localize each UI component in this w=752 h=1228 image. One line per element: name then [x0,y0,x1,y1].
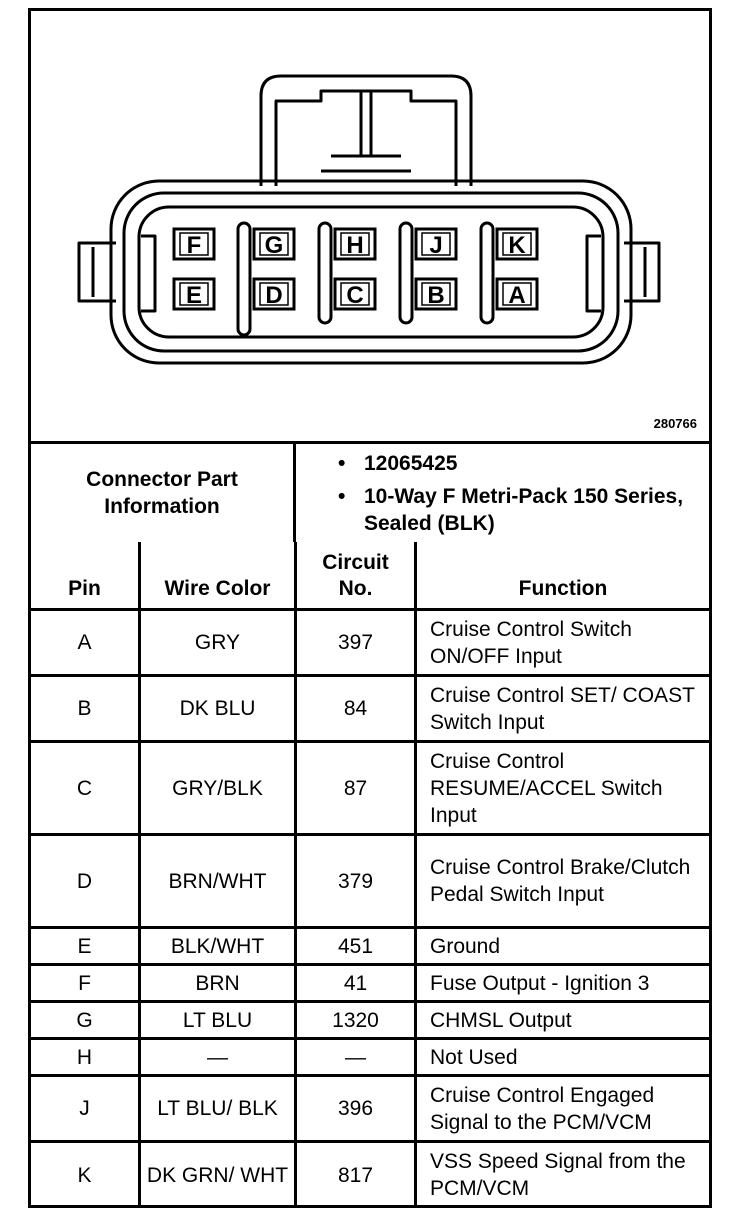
pin-cell: F [31,965,140,1002]
wire-color-cell: LT BLU [140,1002,296,1039]
cavity-e [174,279,214,309]
cavity-d [254,279,294,309]
circuit-cell: 451 [296,928,416,965]
part-info-label: Connector Part Information [31,443,295,543]
pinout-header-row [31,542,709,610]
pin-cell: G [31,1002,140,1039]
function-cell: Not Used [416,1039,710,1076]
wire-color-cell: — [140,1039,296,1076]
function-cell: CHMSL Output [416,1002,710,1039]
cavity-label: C [346,282,364,309]
cavity-label: F [186,232,202,259]
pinout-table [31,542,709,1208]
circuit-cell: 84 [296,676,416,742]
table-row [31,1142,709,1208]
wire-color-cell: BLK/WHT [140,928,296,965]
circuit-cell: 41 [296,965,416,1002]
pin-cell: H [31,1039,140,1076]
table-row [31,1002,709,1039]
circuit-cell: — [296,1039,416,1076]
circuit-cell: 87 [296,742,416,835]
cavity-a [497,279,537,309]
circuit-cell: 817 [296,1142,416,1208]
pin-cell: D [31,835,140,928]
table-row [31,676,709,742]
connector-part-info [31,441,709,542]
wire-color-cell: GRY [140,610,296,676]
function-cell: Ground [416,928,710,965]
header-function: Function [416,542,710,610]
cavity-g [254,229,294,259]
cavity-label: B [427,282,445,309]
part-description-text: • 10-Way F Metri-Pack 150 Series, Sealed (BLK) [364,484,684,535]
table-row [31,742,709,835]
figure-number: 280766 [653,416,697,431]
circuit-cell: 397 [296,610,416,676]
cavity-label: J [429,232,443,259]
table-row [31,610,709,676]
table-row [31,928,709,965]
connector-face-drawing [31,11,709,441]
part-description [336,483,709,537]
part-number: • 12065425 [336,450,709,477]
pin-cell: C [31,742,140,835]
part-info-list [295,443,710,543]
function-cell: Cruise Control Engaged Signal to the PCM/VCM [416,1076,710,1142]
cavity-h [335,229,375,259]
function-cell: Cruise Control RESUME/ACCEL Switch Input [416,742,710,835]
table-row [31,965,709,1002]
cavity-label: D [265,282,283,309]
wire-color-cell: GRY/BLK [140,742,296,835]
cavity-label: A [508,282,526,309]
cavity-f [174,229,214,259]
pin-cell: K [31,1142,140,1208]
function-cell: VSS Speed Signal from the PCM/VCM [416,1142,710,1208]
cavity-label: G [264,232,284,259]
wire-color-cell: DK BLU [140,676,296,742]
pin-cell: E [31,928,140,965]
pin-cell: B [31,676,140,742]
connector-sheet [28,8,712,1208]
cavity-label: H [346,232,364,259]
table-row [31,1039,709,1076]
table-row [31,1076,709,1142]
function-cell: Fuse Output - Ignition 3 [416,965,710,1002]
cavity-label: K [508,232,526,259]
cavity-k [497,229,537,259]
function-cell: Cruise Control Brake/Clutch Pedal Switch Input [416,835,710,928]
circuit-cell: 379 [296,835,416,928]
cavity-label: E [185,282,203,309]
wire-color-cell: LT BLU/ BLK [140,1076,296,1142]
circuit-cell: 1320 [296,1002,416,1039]
wire-color-cell: DK GRN/ WHT [140,1142,296,1208]
function-cell: Cruise Control Switch ON/OFF Input [416,610,710,676]
wire-color-cell: BRN/WHT [140,835,296,928]
pin-cell: J [31,1076,140,1142]
pin-cell: A [31,610,140,676]
header-pin: Pin [31,542,140,610]
header-wire-color: Wire Color [140,542,296,610]
connector-diagram [31,11,709,441]
cavity-j [416,229,456,259]
table-row [31,835,709,928]
cavity-c [335,279,375,309]
wire-color-cell: BRN [140,965,296,1002]
cavity-b [416,279,456,309]
circuit-cell: 396 [296,1076,416,1142]
header-circuit-no: Circuit No. [296,542,416,610]
function-cell: Cruise Control SET/ COAST Switch Input [416,676,710,742]
